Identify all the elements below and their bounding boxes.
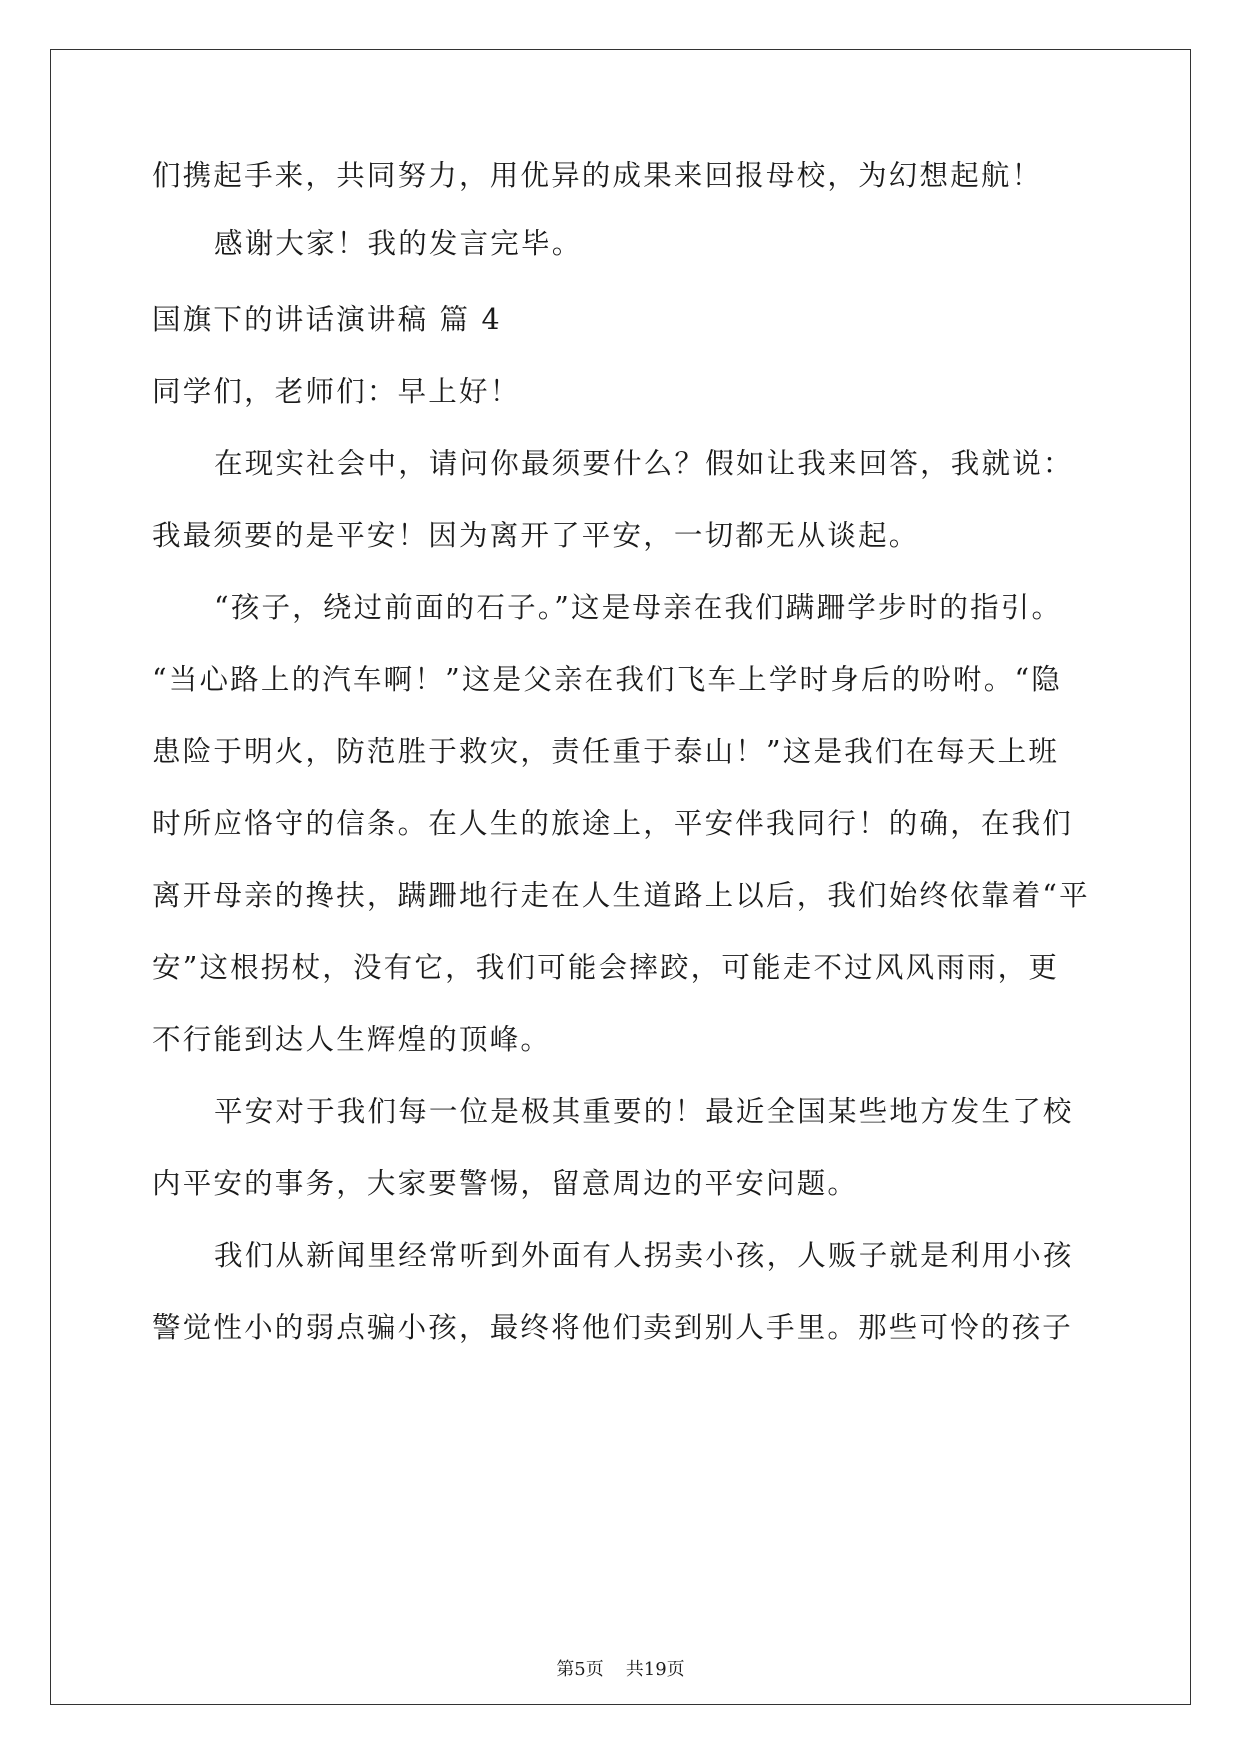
section-heading: 国旗下的讲话演讲稿 篇 4 — [152, 303, 502, 336]
paragraph-line: “当心路上的汽车啊！”这是父亲在我们飞车上学时身后的吩咐。“隐 — [152, 663, 1062, 696]
paragraph-line: 离开母亲的搀扶，蹒跚地行走在人生道路上以后，我们始终依靠着“平 — [152, 879, 1090, 912]
paragraph-line: 平安对于我们每一位是极其重要的！最近全国某些地方发生了校 — [214, 1095, 1074, 1128]
paragraph-line: 不行能到达人生辉煌的顶峰。 — [152, 1023, 552, 1056]
page-number: 第5页 — [556, 1659, 604, 1680]
paragraph-line: 安”这根拐杖，没有它，我们可能会摔跤，可能走不过风风雨雨，更 — [152, 951, 1060, 984]
paragraph-line: 我们从新闻里经常听到外面有人拐卖小孩，人贩子就是利用小孩 — [214, 1239, 1074, 1272]
paragraph-line: 感谢大家！我的发言完毕。 — [214, 227, 583, 260]
page-footer — [0, 1658, 1241, 1682]
paragraph-line: 内平安的事务，大家要警惕，留意周边的平安问题。 — [152, 1167, 859, 1200]
page-total: 共19页 — [625, 1659, 685, 1680]
paragraph-line: 警觉性小的弱点骗小孩，最终将他们卖到别人手里。那些可怜的孩子 — [152, 1311, 1074, 1344]
paragraph-line: 患险于明火，防范胜于救灾，责任重于泰山！”这是我们在每天上班 — [152, 735, 1060, 768]
paragraph-line: “孩子，绕过前面的石子。”这是母亲在我们蹒跚学步时的指引。 — [214, 591, 1063, 624]
paragraph-line: 在现实社会中，请问你最须要什么？假如让我来回答，我就说： — [214, 447, 1074, 480]
paragraph-line: 我最须要的是平安！因为离开了平安，一切都无从谈起。 — [152, 519, 920, 552]
greeting-line: 同学们，老师们：早上好！ — [152, 375, 521, 408]
paragraph-line: 时所应恪守的信条。在人生的旅途上，平安伴我同行！的确，在我们 — [152, 807, 1074, 840]
paragraph-line: 们携起手来，共同努力，用优异的成果来回报母校，为幻想起航！ — [152, 159, 1043, 192]
